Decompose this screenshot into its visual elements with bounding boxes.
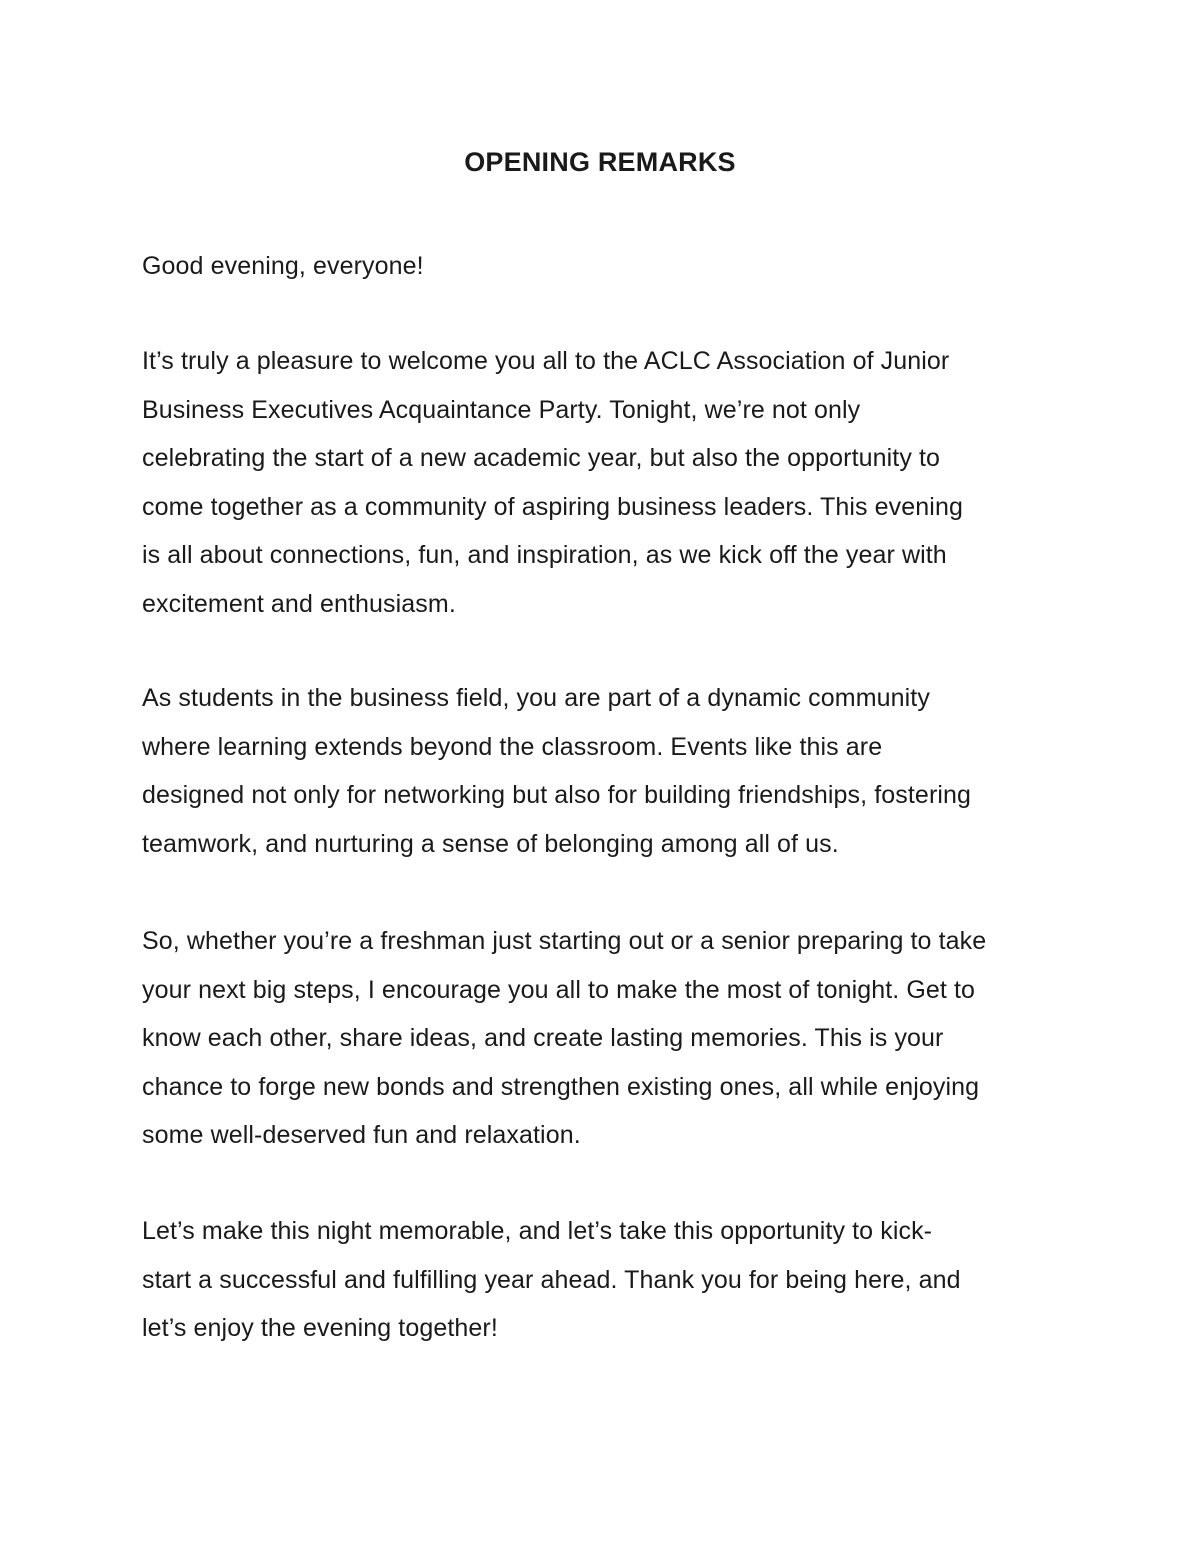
paragraph-line: is all about connections, fun, and inspiration, as we kick off the year with bbox=[142, 541, 947, 569]
paragraph-line: excitement and enthusiasm. bbox=[142, 589, 456, 618]
paragraph-line: Let’s make this night memorable, and let’s take this opportunity to kick- bbox=[142, 1217, 933, 1245]
paragraph-line: chance to forge new bonds and strengthen existing ones, all while enjoying bbox=[142, 1072, 980, 1101]
paragraph-line: So, whether you’re a freshman just starting out or a senior preparing to take bbox=[142, 927, 987, 955]
paragraph-encouragement bbox=[142, 917, 1060, 1160]
paragraph-line: designed not only for networking but also for building friendships, fostering bbox=[142, 781, 972, 809]
paragraph-community bbox=[142, 674, 1060, 868]
paragraph-line: where learning extends beyond the classroom. Events like this are bbox=[142, 732, 883, 761]
paragraph-line: your next big steps, I encourage you all to make the most of tonight. Get to bbox=[142, 975, 976, 1004]
paragraph-welcome bbox=[142, 337, 1060, 628]
paragraph-line: some well-deserved fun and relaxation. bbox=[142, 1121, 581, 1149]
greeting-text: Good evening, everyone! bbox=[142, 252, 424, 280]
paragraph-closing bbox=[142, 1207, 1060, 1353]
paragraph-line: As students in the business field, you are part of a dynamic community bbox=[142, 684, 930, 712]
paragraph-line: teamwork, and nurturing a sense of belonging among all of us. bbox=[142, 829, 839, 858]
paragraph-line: come together as a community of aspiring business leaders. This evening bbox=[142, 492, 963, 521]
paragraph-line: It’s truly a pleasure to welcome you all to the ACLC Association of Junior bbox=[142, 347, 950, 375]
paragraph-line: know each other, share ideas, and create lasting memories. This is your bbox=[142, 1024, 944, 1052]
paragraph-line: celebrating the start of a new academic year, but also the opportunity to bbox=[142, 444, 941, 472]
paragraph-line: let’s enjoy the evening together! bbox=[142, 1314, 498, 1342]
paragraph-line: Business Executives Acquaintance Party. Tonight, we’re not only bbox=[142, 395, 861, 424]
paragraph-line: start a successful and fulfilling year ahead. Thank you for being here, and bbox=[142, 1265, 961, 1294]
document-title: OPENING REMARKS bbox=[464, 147, 736, 177]
